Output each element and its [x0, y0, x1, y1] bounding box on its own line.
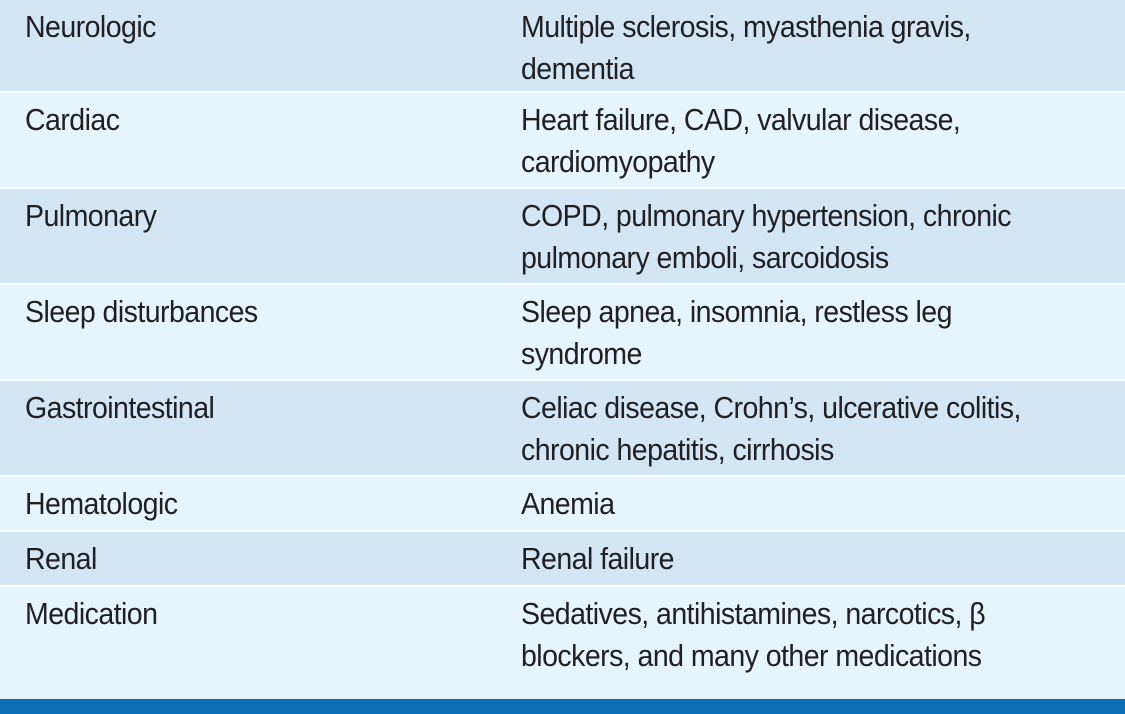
- category-cell: Neurologic: [25, 9, 156, 44]
- table-row: [0, 285, 1125, 381]
- examples-cell: Anemia: [521, 486, 615, 521]
- table-row: [0, 93, 1125, 189]
- examples-cell: Sedatives, antihistamines, narcotics, β blockers, and many other medications: [521, 596, 986, 673]
- table-row: [0, 0, 1125, 93]
- category-cell: Sleep disturbances: [25, 294, 258, 329]
- table-row: [0, 381, 1125, 477]
- category-cell: Pulmonary: [25, 198, 157, 233]
- table-row: [0, 189, 1125, 285]
- table-row: [0, 532, 1125, 587]
- category-cell: Cardiac: [25, 102, 120, 137]
- table-row: [0, 477, 1125, 532]
- examples-cell: Multiple sclerosis, myasthenia gravis, dementia: [521, 9, 971, 86]
- examples-cell: Renal failure: [521, 541, 674, 576]
- examples-cell: Heart failure, CAD, valvular disease, cardiomyopathy: [521, 102, 961, 179]
- table-row: [0, 587, 1125, 699]
- examples-cell: Celiac disease, Crohn’s, ulcerative colitis, chronic hepatitis, cirrhosis: [521, 390, 1021, 467]
- category-cell: Medication: [25, 596, 158, 631]
- category-cell: Gastrointestinal: [25, 390, 215, 425]
- table-bottom-rule: [0, 699, 1125, 714]
- examples-cell: Sleep apnea, insomnia, restless leg syndrome: [521, 294, 952, 371]
- category-cell: Hematologic: [25, 486, 178, 521]
- examples-cell: COPD, pulmonary hypertension, chronic pulmonary emboli, sarcoidosis: [521, 198, 1012, 275]
- category-cell: Renal: [25, 541, 97, 576]
